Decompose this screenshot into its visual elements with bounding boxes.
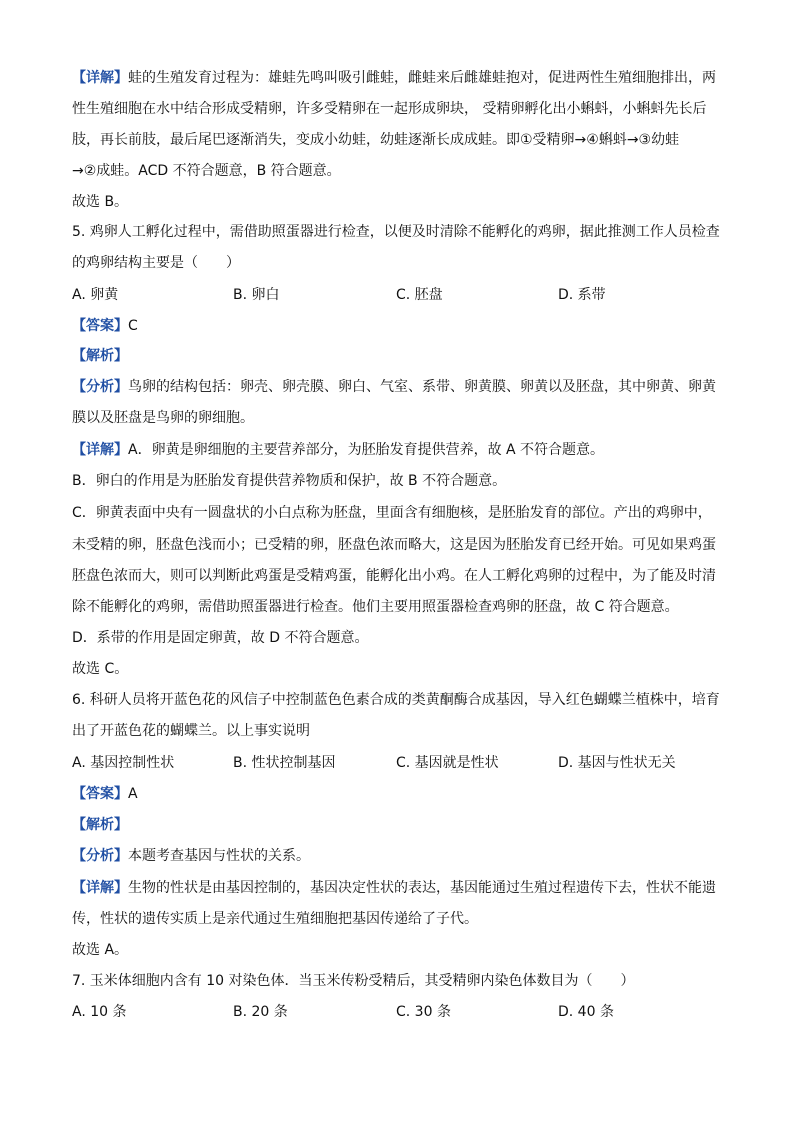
q5-detail-c-line-3: 胚盘色浓而大，则可以判断此鸡蛋是受精鸡蛋，能孵化出小鸡。在人工孵化鸡卵的过程中，为了能及时清 (72, 568, 716, 584)
q5-detail-c-line-4: 除不能孵化的鸡卵，需借助照蛋器进行检查。他们主要用照蛋器检查鸡卵的胚盘，故 C 符合题意。 (72, 599, 679, 615)
q4-detail-line-3: 肢，再长前肢，最后尾巴逐渐消失，变成小幼蛙，幼蛙逐渐长成成蛙。即①受精卵→④蝌蚪→③幼蛙 (72, 132, 680, 148)
detail-tag: 【详解】 (72, 70, 128, 86)
q7-option-a: A. 10 条 (72, 1004, 127, 1020)
q7-stem: 7. 玉米体细胞内含有 10 对染色体．当玉米传粉受精后，其受精卵内染色体数目为（ ） (72, 973, 635, 989)
q5-detail-c-line-1: C．卵黄表面中央有一圆盘状的小白点称为胚盘，里面含有细胞核，是胚胎发育的部位。产出的鸡卵中， (72, 505, 712, 521)
q5-detail-c-line-2: 未受精的卵，胚盘色浅而小；已受精的卵，胚盘色浓而略大，这是因为胚胎发育已经开始。可见如果鸡蛋 (72, 537, 716, 553)
q6-analysis-heading: 【解析】 (72, 817, 128, 833)
q4-detail-line-2: 性生殖细胞在水中结合形成受精卵，许多受精卵在一起形成卵块， 受精卵孵化出小蝌蚪，小蝌蚪先长后 (72, 101, 707, 117)
q5-stem-line-1: 5. 鸡卵人工孵化过程中，需借助照蛋器进行检查，以便及时清除不能孵化的鸡卵，据此推测工作人员检查 (72, 224, 720, 240)
answer-tag: 【答案】 (72, 318, 128, 334)
q4-detail-line-1: 【详解】蛙的生殖发育过程为：雄蛙先鸣叫吸引雌蛙，雌蛙来后雌雄蛙抱对，促进两性生殖细胞排出，两 (72, 70, 716, 86)
q5-breakdown-line-2: 膜以及胚盘是鸟卵的卵细胞。 (72, 410, 254, 426)
q4-conclusion: 故选 B。 (72, 194, 129, 210)
q7-option-d: D. 40 条 (558, 1004, 614, 1020)
q6-answer: 【答案】A (72, 786, 138, 802)
q5-detail-a: 【详解】A．卵黄是卵细胞的主要营养部分，为胚胎发育提供营养，故 A 不符合题意。 (72, 442, 605, 458)
q6-stem-line-1: 6. 科研人员将开蓝色花的风信子中控制蓝色色素合成的类黄酮酶合成基因，导入红色蝴蝶兰植株中，培育 (72, 692, 720, 708)
q5-detail-d: D．系带的作用是固定卵黄，故 D 不符合题意。 (72, 630, 369, 646)
q5-conclusion: 故选 C。 (72, 661, 129, 677)
q5-analysis-heading: 【解析】 (72, 348, 128, 364)
q5-breakdown-line-1: 【分析】鸟卵的结构包括：卵壳、卵壳膜、卵白、气室、系带、卵黄膜、卵黄以及胚盘，其中卵黄、卵黄 (72, 379, 716, 395)
q5-option-d: D. 系带 (558, 287, 606, 303)
q7-option-b: B. 20 条 (233, 1004, 288, 1020)
q6-option-a: A. 基因控制性状 (72, 755, 175, 771)
q5-answer: 【答案】C (72, 318, 138, 334)
q5-detail-b: B．卵白的作用是为胚胎发育提供营养物质和保护，故 B 不符合题意。 (72, 473, 507, 489)
q5-stem-line-2: 的鸡卵结构主要是（ ） (72, 255, 240, 271)
q6-breakdown: 【分析】本题考查基因与性状的关系。 (72, 848, 310, 864)
q5-option-a: A. 卵黄 (72, 287, 119, 303)
q6-stem-line-2: 出了开蓝色花的蝴蝶兰。以上事实说明 (72, 723, 310, 739)
q6-option-b: B. 性状控制基因 (233, 755, 336, 771)
q6-detail-line-2: 传，性状的遗传实质上是亲代通过生殖细胞把基因传递给了子代。 (72, 911, 478, 927)
q5-option-c: C. 胚盘 (396, 287, 443, 303)
q5-option-b: B. 卵白 (233, 287, 280, 303)
q6-detail-line-1: 【详解】生物的性状是由基因控制的，基因决定性状的表达，基因能通过生殖过程遗传下去，性状不能遗 (72, 880, 716, 896)
q7-option-c: C. 30 条 (396, 1004, 451, 1020)
q6-conclusion: 故选 A。 (72, 942, 129, 958)
q6-option-d: D. 基因与性状无关 (558, 755, 676, 771)
q6-option-c: C. 基因就是性状 (396, 755, 499, 771)
q4-detail-line-4: →②成蛙。ACD 不符合题意，B 符合题意。 (72, 163, 341, 179)
